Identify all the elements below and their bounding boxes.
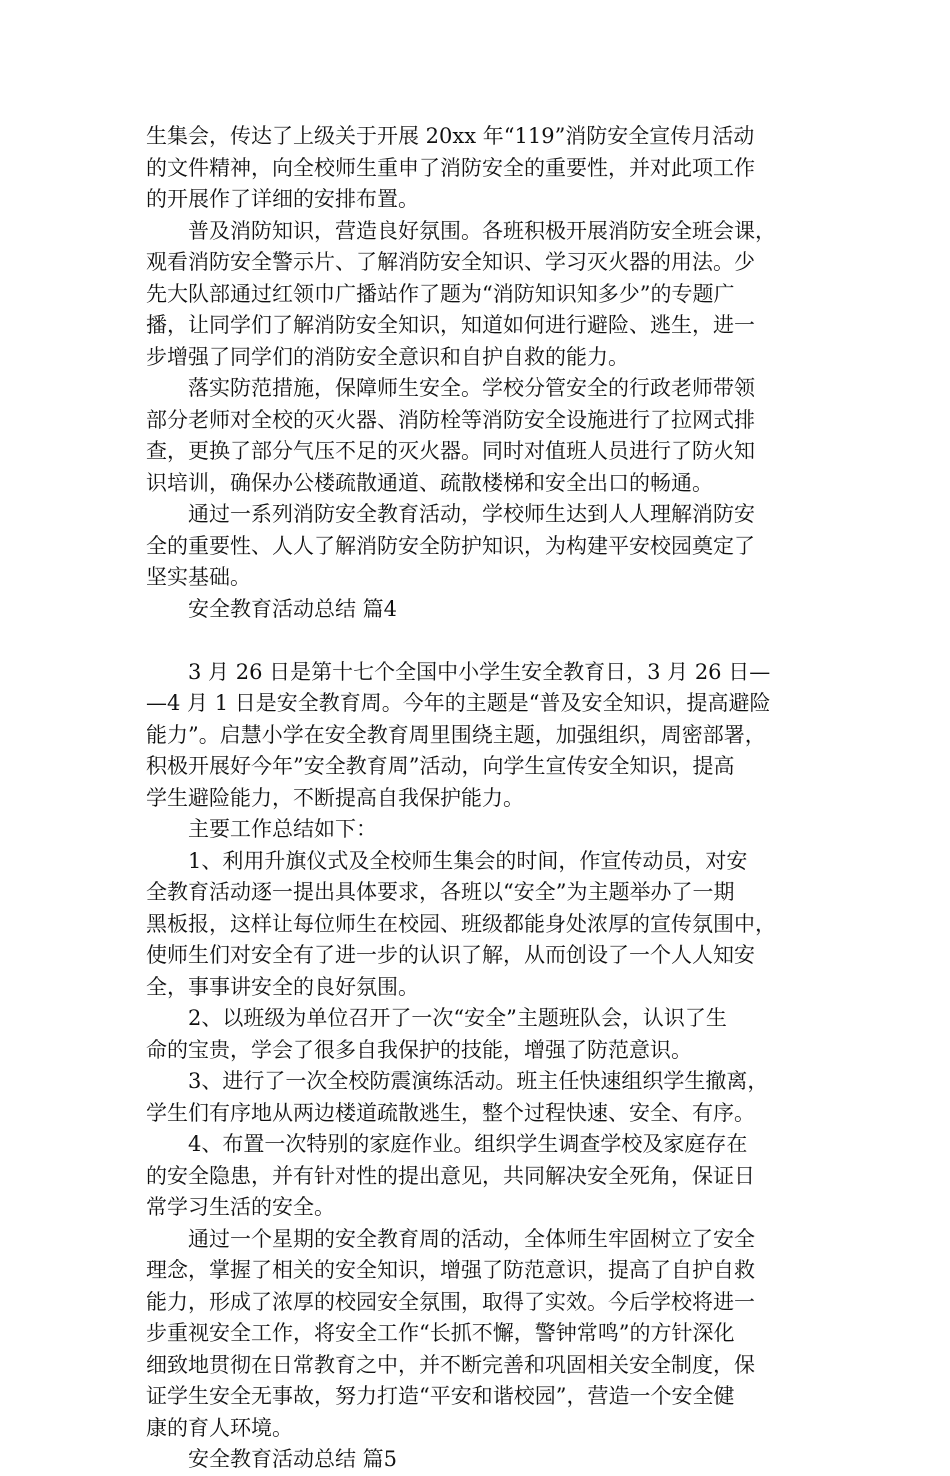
text-line: 积极开展好今年”安全教育周”活动，向学生宣传安全知识，提高: [146, 754, 735, 778]
text-line: 坚实基础。: [146, 565, 251, 589]
text-line: 2、以班级为单位召开了一次“安全”主题班队会，认识了生: [146, 1006, 727, 1030]
text-line: 先大队部通过红领巾广播站作了题为“消防知识知多少”的专题广: [146, 281, 735, 306]
text-line: 落实防范措施，保障师生安全。学校分管安全的行政老师带领: [146, 376, 755, 400]
text-line: 理念，掌握了相关的安全知识，增强了防范意识，提高了自护自救: [146, 1258, 755, 1282]
blank-line: [146, 625, 812, 657]
text-line: 4、布置一次特别的家庭作业。组织学生调查学校及家庭存在: [146, 1132, 748, 1156]
text-line: —4 月 1 日是安全教育周。今年的主题是“普及安全知识，提高避险: [146, 691, 771, 715]
text-line: 3、进行了一次全校防震演练活动。班主任快速组织学生撤离，: [146, 1069, 769, 1093]
text-line: 的开展作了详细的安排布置。: [146, 187, 419, 211]
text-line: 播，让同学们了解消防安全知识，知道如何进行避险、逃生，进一: [146, 313, 755, 337]
text-line: 全的重要性、人人了解消防安全防护知识，为构建平安校园奠定了: [146, 533, 755, 558]
section-heading: 安全教育活动总结 篇4: [146, 596, 398, 621]
text-line: 使师生们对安全有了进一步的认识了解，从而创设了一个人人知安: [146, 943, 755, 967]
text-line: 全，事事讲安全的良好氛围。: [146, 974, 419, 999]
text-line: 黑板报，这样让每位师生在校园、班级都能身处浓厚的宣传氛围中，: [146, 911, 776, 936]
text-line: 全教育活动逐一提出具体要求，各班以“安全”为主题举办了一期: [146, 880, 735, 904]
text-line: 能力”。启慧小学在安全教育周里围绕主题，加强组织，周密部署，: [146, 722, 766, 747]
text-line: 证学生安全无事故，努力打造“平安和谐校园”，营造一个安全健: [146, 1384, 735, 1408]
text-line: 观看消防安全警示片、了解消防安全知识、学习灭火器的用法。少: [146, 250, 755, 274]
text-line: 生集会，传达了上级关于开展 20xx 年“119”消防安全宣传月活动: [146, 124, 755, 148]
text-line: 的安全隐患，并有针对性的提出意见，共同解决安全死角，保证日: [146, 1163, 755, 1188]
text-line: 命的宝贵，学会了很多自我保护的技能，增强了防范意识。: [146, 1037, 692, 1062]
section-heading: 安全教育活动总结 篇5: [146, 1447, 398, 1471]
text-line: 通过一系列消防安全教育活动，学校师生达到人人理解消防安: [146, 502, 755, 526]
text-line: 识培训，确保办公楼疏散通道、疏散楼梯和安全出口的畅通。: [146, 470, 713, 495]
text-line: 步增强了同学们的消防安全意识和自护自救的能力。: [146, 344, 629, 369]
text-line: 常学习生活的安全。: [146, 1195, 335, 1219]
text-line: 通过一个星期的安全教育周的活动，全体师生牢固树立了安全: [146, 1226, 755, 1251]
text-line: 的文件精神，向全校师生重申了消防安全的重要性，并对此项工作: [146, 155, 755, 180]
text-line: 细致地贯彻在日常教育之中，并不断完善和巩固相关安全制度，保: [146, 1352, 755, 1377]
text-line: 3 月 26 日是第十七个全国中小学生安全教育日，3 月 26 日—: [146, 659, 771, 684]
document-body: [146, 121, 812, 1476]
text-line: 学生们有序地从两边楼道疏散逃生，整个过程快速、安全、有序。: [146, 1100, 755, 1125]
text-line: 能力，形成了浓厚的校园安全氛围，取得了实效。今后学校将进一: [146, 1289, 755, 1314]
text-line: 查，更换了部分气压不足的灭火器。同时对值班人员进行了防火知: [146, 439, 755, 463]
text-line: 步重视安全工作，将安全工作“长抓不懈，警钟常鸣”的方针深化: [146, 1321, 735, 1345]
text-line: 普及消防知识，营造良好氛围。各班积极开展消防安全班会课，: [146, 218, 776, 243]
text-line: 1、利用升旗仪式及全校师生集会的时间，作宣传动员，对安: [146, 848, 748, 873]
text-line: 康的育人环境。: [146, 1415, 293, 1440]
text-line: 学生避险能力，不断提高自我保护能力。: [146, 785, 524, 810]
text-line: 主要工作总结如下：: [146, 817, 377, 841]
text-line: 部分老师对全校的灭火器、消防栓等消防安全设施进行了拉网式排: [146, 407, 755, 432]
